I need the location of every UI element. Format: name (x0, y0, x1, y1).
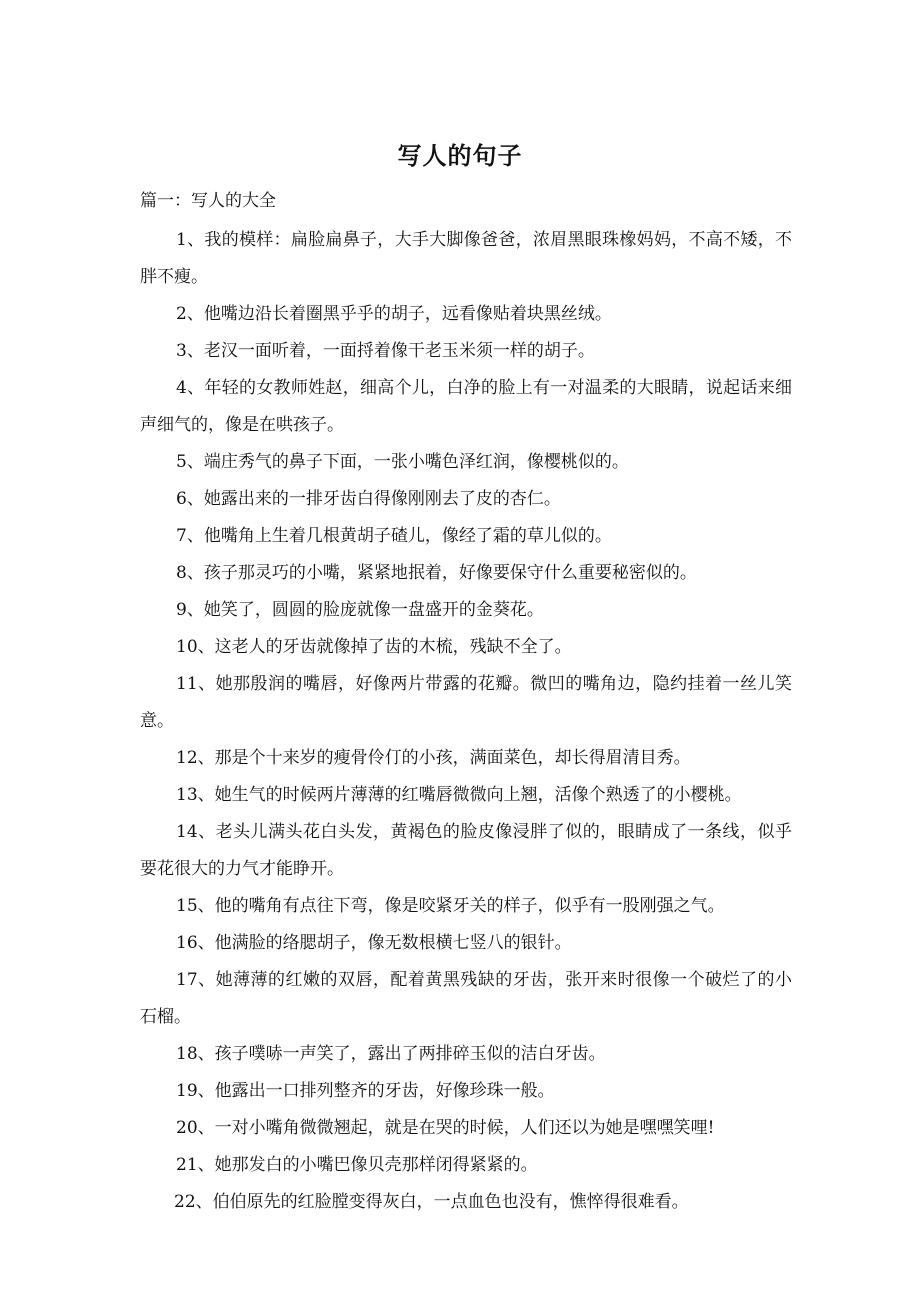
page-title: 写人的句子 (397, 141, 523, 170)
list-item: 3、老汉一面听着，一面捋着像干老玉米须一样的胡子。 (176, 341, 595, 361)
list-item: 5、端庄秀气的鼻子下面，一张小嘴色泽红润，像樱桃似的。 (176, 452, 629, 472)
list-item: 18、孩子噗哧一声笑了，露出了两排碎玉似的洁白牙齿。 (176, 1044, 606, 1064)
list-item: 8、孩子那灵巧的小嘴，紧紧地抿着，好像要保守什么重要秘密似的。 (176, 563, 697, 583)
list-item: 12、那是个十来岁的瘦骨伶仃的小孩，满面菜色，却长得眉清目秀。 (176, 748, 691, 768)
list-item: 10、这老人的牙齿就像掉了齿的木梳，残缺不全了。 (176, 637, 572, 657)
list-item: 1、我的模样：扁脸扁鼻子，大手大脚像爸爸，浓眉黑眼珠橡妈妈，不高不矮，不胖不瘦。 (140, 230, 792, 287)
list-item: 4、年轻的女教师姓赵，细高个儿，白净的脸上有一对温柔的大眼睛，说起话来细声细气的，像是在哄孩子。 (140, 378, 792, 435)
list-item: 14、老头儿满头花白头发，黄褐色的脸皮像浸胖了似的，眼睛成了一条线，似乎要花很大的力气才能睁开。 (140, 822, 792, 879)
list-item: 17、她薄薄的红嫩的双唇，配着黄黑残缺的牙齿，张开来时很像一个破烂了的小石榴。 (140, 970, 792, 1027)
list-item: 7、他嘴角上生着几根黄胡子碴儿，像经了霜的草儿似的。 (176, 526, 612, 546)
list-item: 22、伯伯原先的红脸膛变得灰白，一点血色也没有，憔悴得很难看。 (174, 1192, 689, 1212)
list-item: 21、她那发白的小嘴巴像贝壳那样闭得紧紧的。 (176, 1155, 538, 1175)
list-item: 20、一对小嘴角微微翘起，就是在哭的时候，人们还以为她是嘿嘿笑哩! (176, 1118, 715, 1138)
list-item: 13、她生气的时候两片薄薄的红嘴唇微微向上翘，活像个熟透了的小樱桃。 (176, 785, 742, 805)
list-item: 15、他的嘴角有点往下弯，像是咬紧牙关的样子，似乎有一股刚强之气。 (176, 896, 725, 916)
list-item: 11、她那殷润的嘴唇，好像两片带露的花瓣。微凹的嘴角边，隐约挂着一丝儿笑意。 (140, 674, 792, 731)
list-item: 16、他满脸的络腮胡子，像无数根横七竖八的银针。 (176, 933, 572, 953)
list-item: 19、他露出一口排列整齐的牙齿，好像珍珠一般。 (176, 1081, 555, 1101)
list-item: 6、她露出来的一排牙齿白得像刚刚去了皮的杏仁。 (176, 489, 561, 509)
list-item: 9、她笑了，圆圆的脸庞就像一盘盛开的金葵花。 (176, 600, 544, 620)
sentence-list (140, 222, 792, 1221)
section-heading: 篇一：写人的大全 (140, 191, 276, 211)
list-item: 2、他嘴边沿长着圈黑乎乎的胡子，远看像贴着块黑丝绒。 (176, 304, 612, 324)
